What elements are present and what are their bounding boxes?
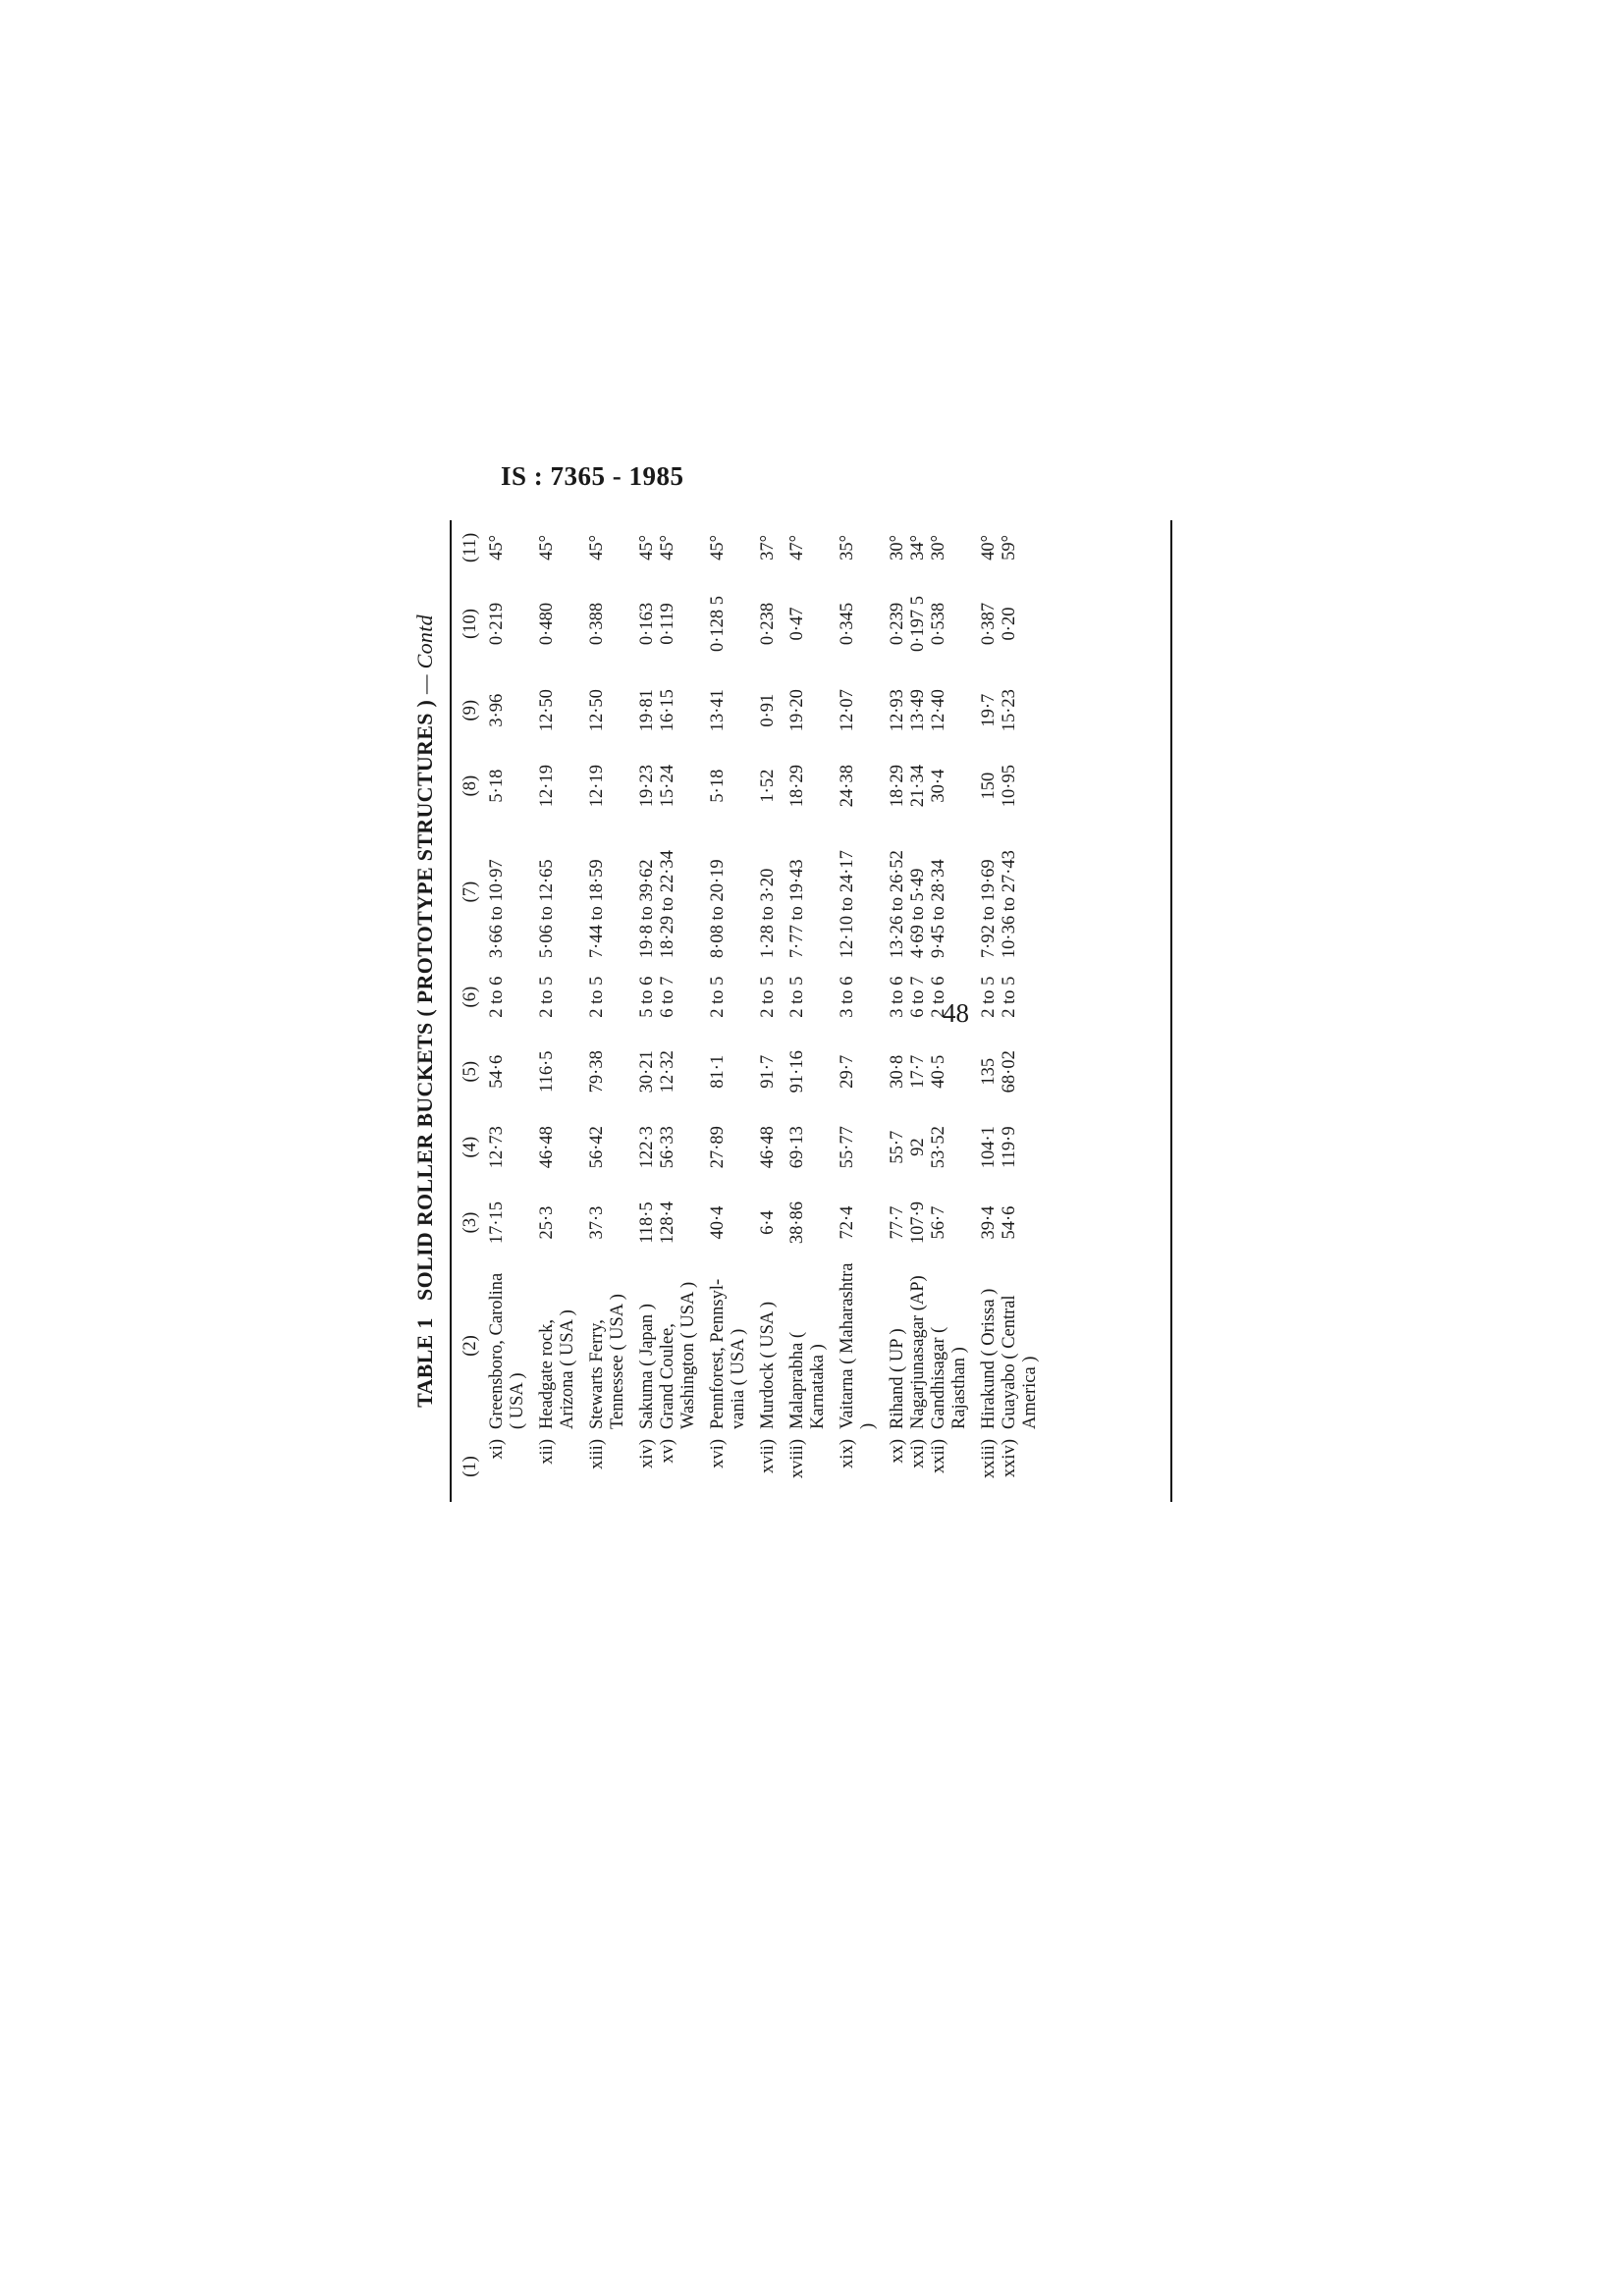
table-row — [528, 520, 578, 1502]
table-cell-name: Gandhisagar ( Rajasthan ) — [929, 1326, 969, 1429]
table-cell-c9: 12·07 — [838, 689, 857, 732]
table-cell-name: Murdock ( USA ) — [758, 1301, 778, 1429]
table-cell-no: xx) — [888, 1439, 907, 1464]
table-cell-c11: 45° — [637, 534, 657, 561]
table-cell-c3: 54·6 — [1000, 1205, 1019, 1240]
table-cell-c5: 91·7 — [758, 1054, 778, 1089]
table-cell-name: Hirakund ( Orissa ) — [979, 1288, 999, 1429]
table-cell-c5: 12·32 — [658, 1050, 677, 1094]
table-cell-c11: 45° — [487, 534, 507, 561]
table-cell-c5: 30·21 — [637, 1050, 657, 1094]
column-header: (1) — [460, 1456, 480, 1477]
table-cell-c6: 5 to 6 — [637, 976, 657, 1018]
table-cell-c3: 39·4 — [979, 1205, 999, 1240]
table-cell-c4: 119·9 — [1000, 1126, 1019, 1168]
column-header: (4) — [460, 1136, 480, 1158]
table-cell-c3: 25·3 — [537, 1205, 557, 1240]
table-cell-c5: 30·8 — [888, 1054, 907, 1089]
column-header: (8) — [460, 774, 480, 797]
table-cell-no: xxiii) — [979, 1439, 999, 1479]
column-header: (5) — [460, 1060, 480, 1083]
table-cell-c10: 0·128 5 — [708, 595, 728, 653]
table-cell-c10: 0·20 — [1000, 607, 1019, 641]
table-caption — [412, 520, 438, 1502]
table-cell-name: Pennforest, Pennsyl-vania ( USA ) — [708, 1278, 748, 1429]
table-cell-c5: 54·6 — [487, 1054, 507, 1089]
standard-number: IS : 7365 - 1985 — [501, 461, 684, 491]
table-row — [970, 520, 1000, 1502]
table-cell-c11: 30° — [929, 534, 948, 561]
table-cell-c6: 2 to 5 — [708, 976, 728, 1018]
table-cell-c8: 5·18 — [708, 769, 728, 803]
table-cell-c3: 17·15 — [487, 1201, 507, 1245]
table-cell-no: xxi) — [908, 1439, 928, 1468]
table-cell-c6: 2 to 5 — [587, 976, 607, 1018]
table-cell-c11: 35° — [838, 534, 857, 561]
table-cell-c7: 1·28 to 3·20 — [758, 868, 778, 959]
table-cell-c6: 6 to 7 — [908, 976, 928, 1018]
table-cell-c9: 12·50 — [587, 689, 607, 732]
table-cell-c10: 0·387 — [979, 602, 999, 646]
table-row — [908, 520, 929, 1502]
table-cell-c8: 12·19 — [587, 765, 607, 808]
table-cell-c3: 56·7 — [929, 1205, 948, 1240]
table-cell-c4: 92 — [908, 1138, 928, 1156]
table-cell-c7: 10·36 to 27·43 — [1000, 850, 1019, 959]
table-cell-c4: 46·48 — [758, 1126, 778, 1169]
table-cell-c10: 0·388 — [587, 602, 607, 646]
table-cell-no: xviii) — [787, 1439, 807, 1479]
page-number: 48 — [943, 998, 969, 1028]
table-cell-c5: 29·7 — [838, 1054, 857, 1089]
table-cell-c5: 116·5 — [537, 1050, 557, 1093]
table-cell-c8: 30·4 — [929, 769, 948, 803]
table-bottom-rule — [1170, 520, 1172, 1502]
table-cell-c8: 18·29 — [787, 765, 807, 808]
table-cell-c11: 40° — [979, 534, 999, 561]
table-cell-c11: 45° — [658, 534, 677, 561]
table-cell-c9: 13·49 — [908, 689, 928, 732]
table-cell-no: xi) — [487, 1439, 507, 1460]
table-cell-c9: 16·15 — [658, 689, 677, 732]
table-cell-no: xvii) — [758, 1439, 778, 1473]
table-cell-c7: 13·26 to 26·52 — [888, 850, 907, 959]
table-cell-c3: 107·9 — [908, 1201, 928, 1245]
table-row — [628, 520, 658, 1502]
table-cell-name: Rihand ( UP ) — [888, 1328, 907, 1429]
table-cell-c6: 6 to 7 — [658, 976, 677, 1018]
table-cell-c5: 91·16 — [787, 1050, 807, 1094]
table-cell-no: xvi) — [708, 1439, 728, 1468]
table-cell-c8: 21·34 — [908, 765, 928, 808]
table-cell-c6: 3 to 6 — [888, 976, 907, 1018]
table-cell-c3: 128·4 — [658, 1201, 677, 1245]
table-cell-c9: 12·40 — [929, 689, 948, 732]
table-cell-c9: 19·20 — [787, 689, 807, 732]
table-cell-c8: 24·38 — [838, 765, 857, 808]
table-cell-c8: 150 — [979, 772, 999, 800]
table-cell-c6: 2 to 5 — [787, 976, 807, 1018]
table-cell-c8: 10·95 — [1000, 765, 1019, 808]
table-cell-c4: 69·13 — [787, 1126, 807, 1169]
table-cell-c11: 45° — [537, 534, 557, 561]
table-cell-c6: 2 to 6 — [487, 976, 507, 1018]
table-cell-c3: 37·3 — [587, 1205, 607, 1240]
table-cell-c7: 5·06 to 12·65 — [537, 859, 557, 959]
table-cell-c9: 12·93 — [888, 689, 907, 732]
table-cell-c5: 79·38 — [587, 1050, 607, 1094]
table-cell-no: xii) — [537, 1439, 557, 1465]
table-row — [829, 520, 879, 1502]
table-cell-c7: 7·44 to 18·59 — [587, 859, 607, 959]
column-header: (7) — [460, 881, 480, 903]
table-cell-name: Malaprabha ( Karnataka ) — [787, 1331, 828, 1429]
table-cell-c7: 3·66 to 10·97 — [487, 859, 507, 959]
table-cell-c11: 30° — [888, 534, 907, 561]
table-cell-c5: 17·7 — [908, 1054, 928, 1089]
table-row — [1000, 520, 1041, 1502]
table-cell-name: Headgate rock, Arizona ( USA ) — [537, 1309, 577, 1429]
table-continued: — Contd — [412, 614, 437, 695]
table-cell-c7: 7·92 to 19·69 — [979, 859, 999, 959]
table-cell-c4: 27·89 — [708, 1126, 728, 1169]
table-cell-c3: 40·4 — [708, 1205, 728, 1240]
table-cell-c9: 15·23 — [1000, 689, 1019, 732]
table-cell-no: xxiv) — [1000, 1439, 1019, 1478]
table-row — [699, 520, 749, 1502]
table-cell-no: xv) — [658, 1439, 677, 1464]
table-cell-no: xiii) — [587, 1439, 607, 1469]
table-cell-c8: 1·52 — [758, 769, 778, 803]
table-cell-no: xxii) — [929, 1439, 948, 1473]
table-cell-c6: 2 to 5 — [537, 976, 557, 1018]
table-cell-c9: 0·91 — [758, 693, 778, 727]
table-cell-c9: 13·41 — [708, 689, 728, 732]
table-cell-c11: 45° — [587, 534, 607, 561]
column-header: (9) — [460, 699, 480, 721]
table-cell-c8: 5·18 — [487, 769, 507, 803]
table-cell-c11: 34° — [908, 534, 928, 561]
table-cell-c3: 118·5 — [637, 1201, 657, 1244]
table-row — [487, 520, 528, 1502]
table-row — [779, 520, 829, 1502]
table-cell-c4: 46·48 — [537, 1126, 557, 1169]
table-cell-c8: 12·19 — [537, 765, 557, 808]
table-cell-c6: 2 to 5 — [979, 976, 999, 1018]
table-cell-c4: 55·77 — [838, 1126, 857, 1169]
table-cell-c3: 38·86 — [787, 1201, 807, 1245]
table-cell-c7: 18·29 to 22·34 — [658, 850, 677, 959]
table-cell-c3: 77·7 — [888, 1205, 907, 1240]
table-row — [749, 520, 779, 1502]
table-cell-no: xix) — [838, 1439, 857, 1468]
table-cell-c6: 3 to 6 — [838, 976, 857, 1018]
table-cell-c3: 72·4 — [838, 1205, 857, 1240]
table-cell-c10: 0·219 — [487, 602, 507, 646]
table-cell-c10: 0·47 — [787, 607, 807, 641]
column-header: (6) — [460, 986, 480, 1008]
table-cell-c11: 47° — [787, 534, 807, 561]
table-cell-c7: 12·10 to 24·17 — [838, 850, 857, 959]
table-cell-c10: 0·197 5 — [908, 595, 928, 653]
table-cell-c4: 56·42 — [587, 1126, 607, 1169]
table-row — [658, 520, 699, 1502]
table-cell-c8: 18·29 — [888, 765, 907, 808]
table-cell-c4: 53·52 — [929, 1126, 948, 1169]
table-cell-c5: 135 — [979, 1057, 999, 1086]
table-cell-c4: 12·73 — [487, 1126, 507, 1169]
table-cell-c4: 56·33 — [658, 1126, 677, 1169]
table-cell-name: Vaitarna ( Maharashtra ) — [838, 1262, 878, 1429]
column-header: (2) — [460, 1335, 480, 1357]
table-cell-c7: 19·8 to 39·62 — [637, 859, 657, 959]
table-cell-c7: 4·69 to 5·49 — [908, 868, 928, 959]
table-cell-c7: 7·77 to 19·43 — [787, 859, 807, 959]
table-cell-c6: 2 to 5 — [1000, 976, 1019, 1018]
table-cell-c9: 19·7 — [979, 693, 999, 727]
table-cell-c8: 19·23 — [637, 765, 657, 808]
table-cell-c6: 2 to 5 — [758, 976, 778, 1018]
column-header: (11) — [460, 532, 480, 562]
table-cell-name: Nagarjunasagar (AP) — [908, 1275, 928, 1429]
table-header-row — [454, 520, 487, 1502]
table-row — [578, 520, 628, 1502]
table-cell-c5: 40·5 — [929, 1054, 948, 1089]
table-cell-name: Greensboro, Carolina ( USA ) — [487, 1272, 527, 1429]
table-cell-name: Grand Coulee, Washington ( USA ) — [658, 1281, 698, 1429]
table-cell-c8: 15·24 — [658, 765, 677, 808]
table-cell-c5: 68·02 — [1000, 1050, 1019, 1094]
table-cell-c10: 0·163 — [637, 602, 657, 646]
table-cell-c10: 0·345 — [838, 602, 857, 646]
table-cell-c11: 45° — [708, 534, 728, 561]
table-cell-c4: 104·1 — [979, 1126, 999, 1169]
table-title: SOLID ROLLER BUCKETS ( PROTOTYPE STRUCTURES ) — [412, 699, 437, 1301]
table-cell-name: Sakuma ( Japan ) — [637, 1304, 657, 1429]
table-cell-c3: 6·4 — [758, 1210, 778, 1235]
table-cell-c5: 81·1 — [708, 1054, 728, 1089]
table-cell-c9: 12·50 — [537, 689, 557, 732]
table-cell-c10: 0·480 — [537, 602, 557, 646]
table-label: TABLE 1 — [412, 1317, 437, 1408]
table-cell-c7: 9·45 to 28·34 — [929, 859, 948, 959]
column-header: (3) — [460, 1211, 480, 1234]
table-cell-name: Stewarts Ferry, Tennessee ( USA ) — [587, 1294, 627, 1429]
table-cell-c7: 8·08 to 20·19 — [708, 859, 728, 959]
table-cell-name: Guayabo ( Central America ) — [1000, 1295, 1040, 1429]
table-cell-no: xiv) — [637, 1439, 657, 1468]
table-cell-c4: 55·7 — [888, 1130, 907, 1164]
table-cell-c11: 59° — [1000, 534, 1019, 561]
table-cell-c11: 37° — [758, 534, 778, 561]
table-cell-c9: 19·81 — [637, 689, 657, 732]
table-top-rule — [450, 520, 452, 1502]
table-cell-c10: 0·538 — [929, 602, 948, 646]
column-header: (10) — [460, 609, 480, 639]
table-cell-c10: 0·119 — [658, 603, 677, 645]
table-cell-c6: 2 to 6 — [929, 976, 948, 1018]
table-cell-c4: 122·3 — [637, 1126, 657, 1169]
table-cell-c9: 3·96 — [487, 693, 507, 727]
table-row — [879, 520, 908, 1502]
rotated-table-block — [412, 520, 1178, 1502]
table-cell-c10: 0·239 — [888, 602, 907, 646]
table-cell-c10: 0·238 — [758, 602, 778, 646]
